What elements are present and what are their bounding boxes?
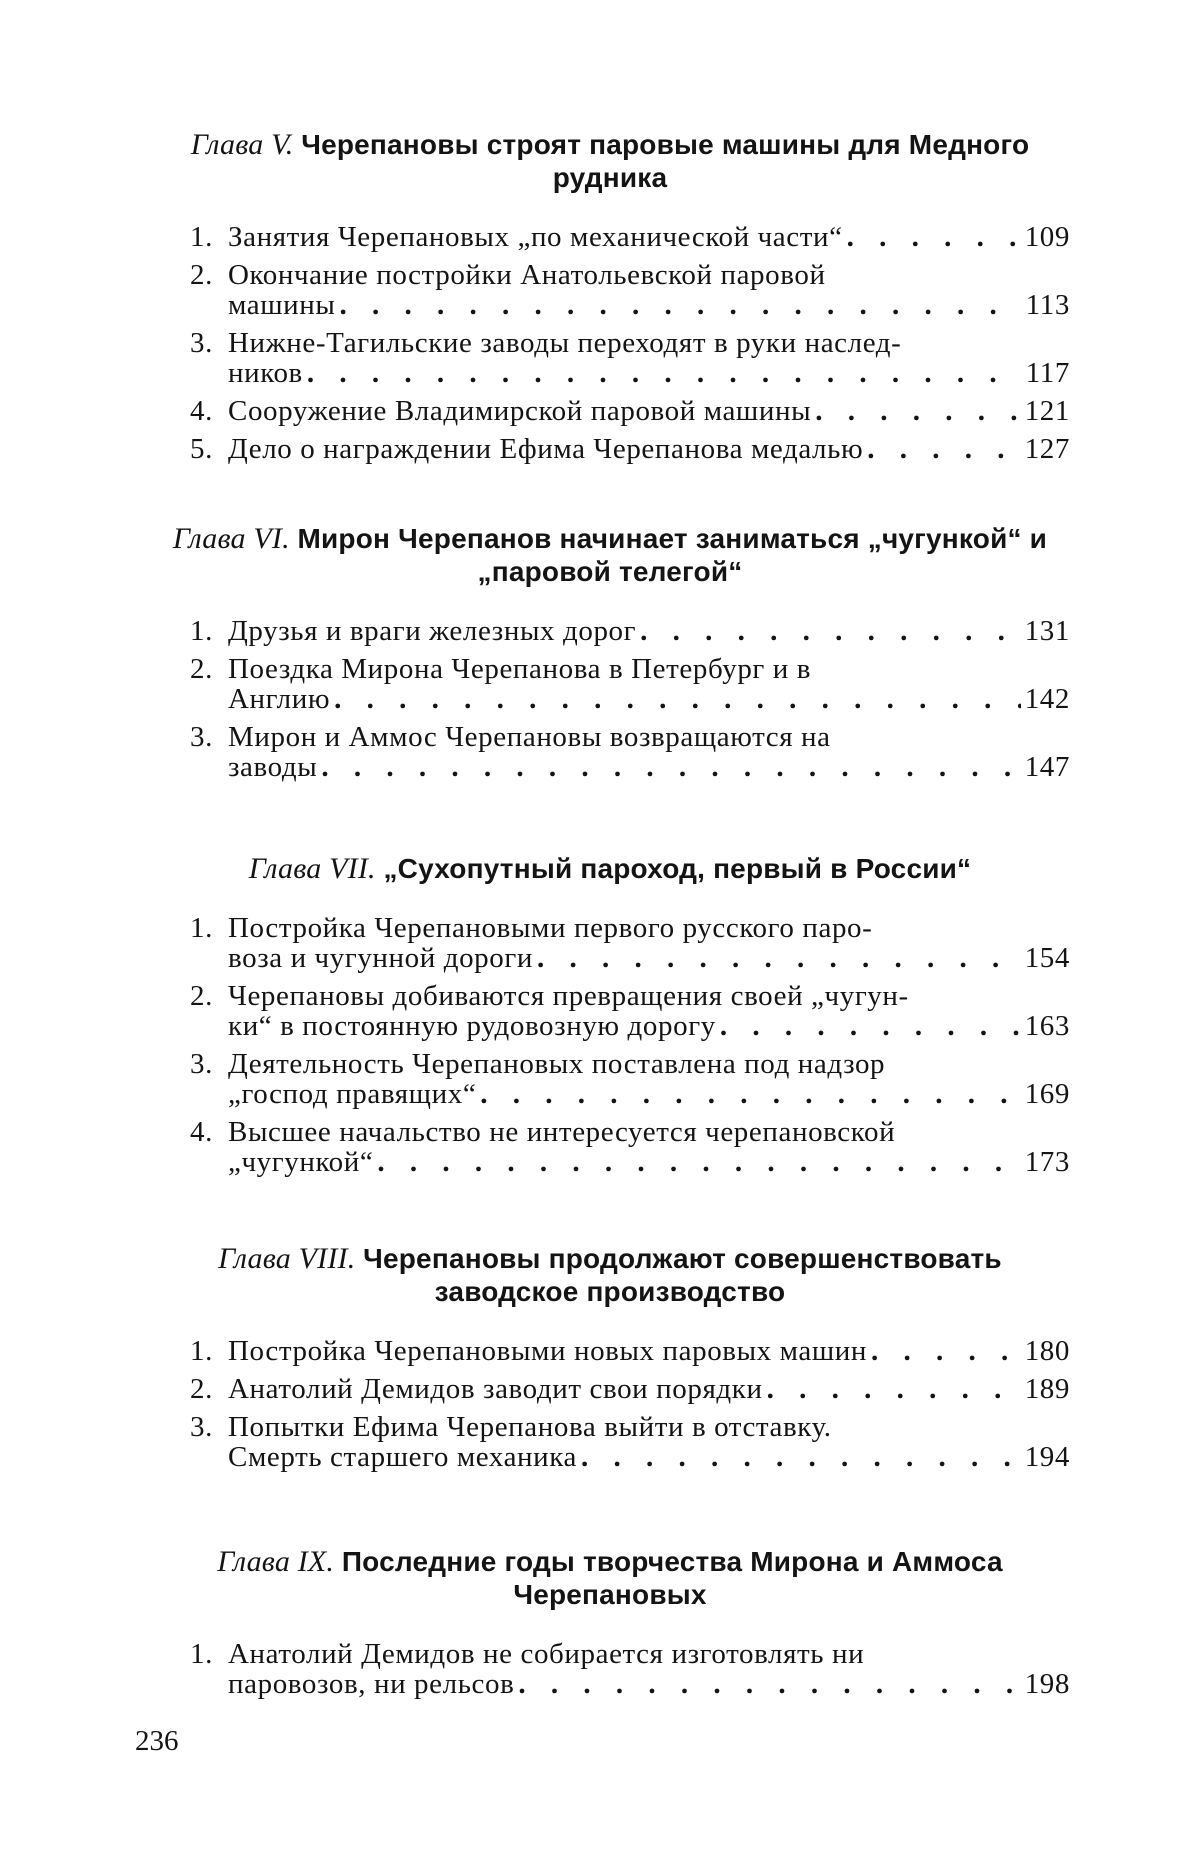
chapter-heading: [150, 522, 1070, 588]
leader-dots: [321, 752, 1020, 782]
entry-page-number: 117: [1026, 358, 1070, 388]
entry-page-number: 127: [1025, 434, 1070, 464]
entry-page-number: 173: [1025, 1147, 1070, 1177]
chapter-heading: [150, 128, 1070, 194]
entry-number: 3.: [190, 328, 213, 358]
entry-number: 4.: [190, 396, 213, 426]
entry-number: 3.: [190, 1049, 213, 1079]
toc-entry: [190, 434, 1070, 464]
entry-number: 1.: [190, 616, 213, 646]
leader-dots: [767, 1374, 1021, 1404]
leader-dots: [871, 1336, 1021, 1366]
toc-entry: [190, 222, 1070, 252]
leader-dots: [815, 396, 1020, 426]
entry-number: 1.: [190, 222, 213, 252]
chapter-entries: [150, 616, 1070, 782]
toc-entry: [190, 722, 1070, 782]
entry-text: Анатолий Демидов заводит свои порядки: [228, 1374, 763, 1404]
entry-number: 3.: [190, 722, 213, 752]
entry-number: 1.: [190, 1639, 213, 1669]
entry-text-line: Мирон и Аммос Черепановы возвращаются на: [228, 722, 1070, 752]
entry-page-number: 194: [1025, 1442, 1070, 1472]
entry-number: 4.: [190, 1117, 213, 1147]
chapter-label: Глава V.: [191, 128, 294, 161]
book-page: [0, 0, 1200, 1872]
entry-page-number: 198: [1025, 1669, 1070, 1699]
entry-page-number: 113: [1026, 290, 1070, 320]
leader-dots: [867, 434, 1020, 464]
leader-dots: [334, 684, 1021, 714]
entry-text-line: Нижне-Тагильские заводы переходят в руки наслед-: [228, 328, 1070, 358]
leader-dots: [377, 1147, 1020, 1177]
entry-number: 1.: [190, 913, 213, 943]
entry-text-line: Окончание постройки Анатольевской паровой: [228, 260, 1070, 290]
entry-text-line: Анатолий Демидов не собирается изготовлять ни: [228, 1639, 1070, 1669]
entry-page-number: 180: [1025, 1336, 1070, 1366]
entry-page-number: 131: [1025, 616, 1070, 646]
chapter-8: [150, 1242, 1070, 1480]
chapter-label: Глава VI.: [173, 522, 290, 555]
entry-text: ки“ в постоянную рудовозную дорогу: [228, 1011, 716, 1041]
entry-text: Дело о награждении Ефима Черепанова медалью: [228, 434, 863, 464]
entry-text-line: Черепановы добиваются превращения своей „чугун-: [228, 981, 1070, 1011]
leader-dots: [640, 616, 1021, 646]
toc-entry: [190, 1336, 1070, 1366]
entry-page-number: 163: [1025, 1011, 1070, 1041]
chapter-entries: [150, 913, 1070, 1177]
entry-text: „господ правящих“: [228, 1079, 476, 1109]
entry-text: Занятия Черепановых „по механической части“: [228, 222, 843, 252]
entry-number: 5.: [190, 434, 213, 464]
toc-entry: [190, 654, 1070, 714]
toc-entry: [190, 1374, 1070, 1404]
entry-text-line: Деятельность Черепановых поставлена под надзор: [228, 1049, 1070, 1079]
entry-text: воза и чугунной дороги: [228, 943, 533, 973]
entry-number: 2.: [190, 260, 213, 290]
chapter-title: Черепановы строят паровые машины для Медного рудника: [301, 129, 1029, 193]
entry-page-number: 147: [1025, 752, 1070, 782]
entry-number: 2.: [190, 654, 213, 684]
chapter-heading: [150, 1545, 1070, 1611]
entry-text-line: Попытки Ефима Черепанова выйти в отставку.: [228, 1412, 1070, 1442]
toc-entry: [190, 1117, 1070, 1177]
toc-entry: [190, 981, 1070, 1041]
chapter-label: Глава IX.: [217, 1545, 334, 1578]
entry-page-number: 154: [1025, 943, 1070, 973]
entry-text: Смерть старшего механика: [228, 1442, 577, 1472]
toc-entry: [190, 396, 1070, 426]
toc-entry: [190, 328, 1070, 388]
chapter-heading: [150, 852, 1070, 885]
toc-entry: [190, 913, 1070, 973]
chapter-6: [150, 522, 1070, 790]
entry-number: 1.: [190, 1336, 213, 1366]
toc-entry: [190, 1412, 1070, 1472]
page-number: 236: [135, 1725, 179, 1758]
leader-dots: [518, 1669, 1020, 1699]
entry-text: Постройка Черепановыми новых паровых машин: [228, 1336, 867, 1366]
chapter-9: [150, 1545, 1070, 1707]
chapter-label: Глава VII.: [249, 852, 376, 885]
toc-entry: [190, 1049, 1070, 1109]
entry-page-number: 142: [1025, 684, 1070, 714]
entry-text: Англию: [228, 684, 330, 714]
entry-text: Друзья и враги железных дорог: [228, 616, 636, 646]
leader-dots: [720, 1011, 1021, 1041]
entry-number: 2.: [190, 981, 213, 1011]
entry-text: паровозов, ни рельсов: [228, 1669, 514, 1699]
entry-number: 2.: [190, 1374, 213, 1404]
entry-text: машины: [228, 290, 335, 320]
chapter-label: Глава VIII.: [218, 1242, 355, 1275]
entry-text-line: Поездка Мирона Черепанова в Петербург и в: [228, 654, 1070, 684]
chapter-7: [150, 852, 1070, 1185]
leader-dots: [339, 290, 1021, 320]
chapter-5: [150, 128, 1070, 472]
entry-page-number: 189: [1025, 1374, 1070, 1404]
chapter-entries: [150, 1336, 1070, 1472]
toc-entry: [190, 260, 1070, 320]
entry-text: „чугункой“: [228, 1147, 373, 1177]
leader-dots: [480, 1079, 1020, 1109]
chapter-heading: [150, 1242, 1070, 1308]
entry-text: Сооружение Владимирской паровой машины: [228, 396, 811, 426]
toc-entry: [190, 1639, 1070, 1699]
chapter-title: Черепановы продолжают совершенствовать заводское производство: [363, 1243, 1002, 1307]
entry-page-number: 121: [1025, 396, 1070, 426]
leader-dots: [307, 358, 1022, 388]
entry-page-number: 109: [1025, 222, 1070, 252]
toc-entry: [190, 616, 1070, 646]
entry-text: заводы: [228, 752, 317, 782]
chapter-title: „Сухопутный пароход, первый в России“: [383, 853, 971, 884]
entry-text-line: Постройка Черепановыми первого русского паро-: [228, 913, 1070, 943]
chapter-title: Последние годы творчества Мирона и Аммоса Черепановых: [342, 1546, 1003, 1610]
entry-text-line: Высшее начальство не интересуется черепановской: [228, 1117, 1070, 1147]
chapter-entries: [150, 222, 1070, 464]
entry-page-number: 169: [1025, 1079, 1070, 1109]
entry-number: 3.: [190, 1412, 213, 1442]
chapter-entries: [150, 1639, 1070, 1699]
entry-text: ников: [228, 358, 303, 388]
leader-dots: [847, 222, 1021, 252]
leader-dots: [581, 1442, 1021, 1472]
leader-dots: [537, 943, 1021, 973]
chapter-title: Мирон Черепанов начинает заниматься „чугункой“ и „паровой телегой“: [297, 523, 1047, 587]
